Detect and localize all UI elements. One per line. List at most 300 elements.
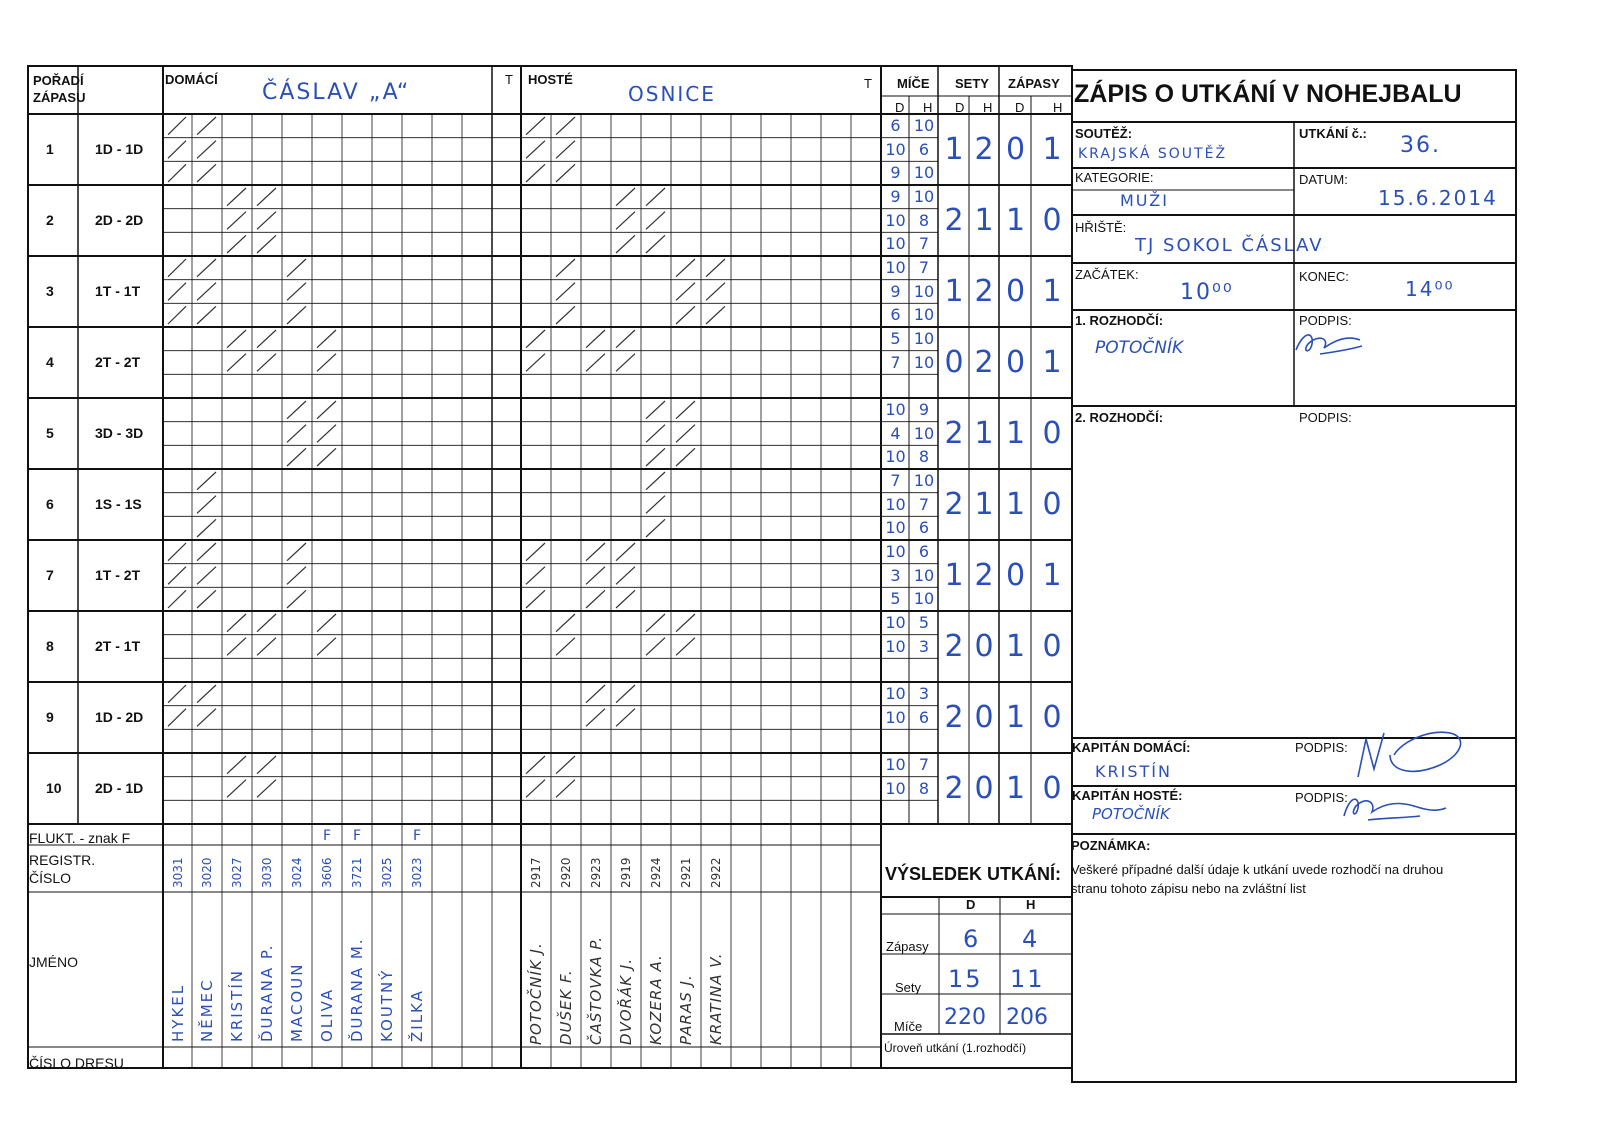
guest-player-mark [676, 638, 695, 656]
home-player-mark [287, 259, 306, 277]
balls-h-header: H [923, 100, 933, 115]
balls-guest: 10 [913, 565, 935, 585]
guest-player-name: ČAŠTOVKA P. [587, 935, 605, 1045]
match-type: 1D - 2D [95, 709, 144, 725]
home-player-mark [168, 567, 186, 585]
result-sets-home: 15 [948, 965, 983, 993]
home-player-mark [257, 614, 276, 632]
home-t-header: T [505, 72, 513, 87]
guest-player-mark [556, 306, 575, 324]
match-number-value: 36. [1400, 133, 1441, 158]
guest-player-reg: 2920 [559, 857, 573, 888]
balls-home: 10 [885, 210, 906, 230]
home-player-mark [197, 472, 216, 490]
balls-guest: 3 [918, 684, 930, 703]
wins-guest: 0 [1042, 487, 1062, 522]
match-number-label: UTKÁNÍ č.: [1299, 126, 1367, 141]
home-player-mark [197, 543, 216, 561]
guest-player-mark [706, 283, 725, 301]
sets-home: 1 [944, 558, 964, 593]
captain-guest-signature [1340, 790, 1450, 826]
balls-guest: 5 [918, 613, 930, 632]
result-matches-guest: 4 [1022, 925, 1040, 953]
sets-guest: 0 [974, 771, 994, 806]
guest-player-mark [526, 141, 545, 159]
guest-player-mark [526, 330, 545, 348]
guest-player-mark [586, 567, 605, 585]
balls-guest: 7 [918, 755, 930, 774]
balls-home: 5 [890, 329, 901, 348]
guest-player-mark [616, 330, 635, 348]
wins-guest: 0 [1042, 203, 1062, 238]
guest-player-mark [616, 354, 635, 372]
balls-home: 7 [890, 352, 901, 372]
sets-home: 2 [944, 700, 964, 735]
match-type: 1D - 1D [95, 141, 144, 157]
order-header: POŘADÍ ZÁPASU [33, 73, 86, 105]
balls-home: 10 [885, 518, 906, 538]
home-player-mark [197, 685, 216, 703]
sets-home: 1 [944, 274, 964, 309]
fluct-mark: F [322, 828, 332, 844]
balls-home: 10 [885, 613, 906, 632]
sets-header: SETY [955, 76, 989, 91]
guest-player-reg: 2917 [529, 857, 543, 888]
home-player-mark [227, 756, 246, 774]
home-player-mark [168, 117, 186, 135]
home-player-name: NĚMEC [198, 978, 216, 1042]
guest-player-mark [706, 306, 725, 324]
match-number: 6 [46, 496, 54, 512]
balls-guest: 9 [918, 400, 930, 419]
guest-player-mark [616, 567, 635, 585]
home-player-mark [168, 590, 186, 608]
form-title: ZÁPIS O UTKÁNÍ V NOHEJBALU [1074, 80, 1462, 108]
wins-guest: 0 [1042, 700, 1062, 735]
guest-player-name: KRATINA V. [707, 952, 725, 1045]
guest-player-name: DUŠEK F. [557, 969, 575, 1045]
match-level-label: Úroveň utkání (1.rozhodčí) [884, 1041, 1027, 1055]
guest-player-mark [676, 448, 695, 466]
wins-home: 1 [1005, 416, 1026, 451]
home-player-mark [168, 306, 186, 324]
dress-label: ČÍSLO DRESU [29, 1055, 124, 1071]
home-player-mark [197, 519, 216, 537]
home-player-mark [257, 756, 276, 774]
competition-label: SOUTĚŽ: [1075, 126, 1133, 141]
guest-player-mark [586, 330, 605, 348]
sets-home: 2 [944, 416, 964, 451]
guest-header: HOSTÉ [528, 72, 573, 87]
result-d-header: D [966, 897, 976, 912]
balls-home: 10 [885, 778, 906, 798]
guest-player-mark [616, 709, 635, 727]
guest-player-mark [526, 756, 545, 774]
guest-team-name: OSNICE [628, 82, 716, 106]
start-value: 10⁰⁰ [1180, 280, 1234, 305]
guest-player-mark [556, 117, 575, 135]
guest-player-mark [526, 117, 545, 135]
home-player-mark [317, 448, 336, 466]
wins-home: 1 [1005, 203, 1026, 238]
match-type: 2D - 1D [95, 780, 144, 796]
captain-home-signature-label: PODPIS: [1295, 740, 1348, 755]
matches-h-header: H [1053, 100, 1063, 115]
home-player-mark [227, 212, 246, 230]
guest-player-name: DVOŘÁK J. [617, 957, 635, 1045]
balls-guest: 10 [913, 589, 935, 609]
balls-guest: 10 [913, 423, 935, 443]
home-player-mark [168, 164, 186, 182]
home-player-mark [287, 425, 306, 443]
balls-guest: 6 [918, 707, 930, 727]
guest-player-mark [616, 212, 635, 230]
sets-h-header: H [983, 100, 993, 115]
result-balls-home: 220 [944, 1005, 986, 1030]
home-player-reg: 3030 [260, 857, 274, 888]
balls-guest: 10 [913, 116, 935, 135]
match-number: 9 [46, 709, 54, 725]
wins-home: 1 [1005, 487, 1026, 522]
home-player-mark [227, 235, 246, 253]
guest-player-mark [646, 496, 665, 514]
guest-player-name: PARAS J. [677, 974, 695, 1045]
home-player-name: HYKEL [169, 983, 187, 1042]
guest-player-reg: 2921 [679, 857, 693, 888]
end-label: KONEC: [1299, 269, 1349, 284]
home-player-mark [227, 354, 246, 372]
home-player-mark [168, 283, 186, 301]
guest-player-mark [616, 543, 635, 561]
home-player-mark [287, 306, 306, 324]
home-player-mark [168, 709, 186, 727]
guest-player-name: POTOČNÍK J. [527, 942, 545, 1045]
home-player-name: OLIVA [318, 987, 336, 1042]
category-value: MUŽI [1120, 191, 1169, 210]
balls-guest: 6 [918, 139, 930, 159]
home-player-name: ĎURANA P. [258, 943, 276, 1042]
match-type: 2D - 2D [95, 212, 144, 228]
sets-home: 2 [944, 771, 964, 806]
fluct-mark: F [412, 828, 422, 844]
home-player-mark [168, 543, 186, 561]
home-player-reg: 3721 [350, 857, 364, 888]
referee1-value: POTOČNÍK [1095, 338, 1184, 358]
referee1-label: 1. ROZHODČÍ: [1075, 313, 1164, 328]
balls-guest: 10 [913, 281, 935, 301]
referee1-signature [1290, 324, 1370, 360]
match-type: 1S - 1S [95, 496, 142, 512]
guest-player-mark [526, 543, 545, 561]
guest-player-mark [706, 259, 725, 277]
guest-t-header: T [864, 76, 872, 91]
match-number: 2 [46, 212, 54, 228]
sets-guest: 0 [974, 629, 994, 664]
result-sets-guest: 11 [1010, 965, 1045, 993]
balls-home: 10 [885, 542, 906, 561]
home-player-reg: 3020 [200, 857, 214, 888]
home-player-mark [287, 590, 306, 608]
sets-guest: 1 [974, 416, 994, 451]
registration-label: REGISTR. ČÍSLO [29, 852, 96, 886]
home-player-mark [317, 638, 336, 656]
home-player-mark [317, 614, 336, 632]
home-player-mark [197, 117, 216, 135]
home-player-reg: 3027 [230, 857, 244, 888]
guest-player-mark [586, 685, 605, 703]
home-player-mark [317, 401, 336, 419]
captain-guest-label: KAPITÁN HOSTÉ: [1072, 788, 1183, 803]
matches-d-header: D [1015, 100, 1025, 115]
balls-home: 10 [885, 400, 906, 419]
home-player-mark [197, 567, 216, 585]
balls-home: 6 [890, 305, 901, 325]
home-player-mark [317, 330, 336, 348]
guest-player-mark [556, 756, 575, 774]
guest-player-mark [646, 448, 665, 466]
home-player-mark [257, 188, 276, 206]
sets-guest: 1 [974, 487, 994, 522]
wins-home: 1 [1005, 700, 1026, 735]
sets-home: 2 [944, 629, 964, 664]
wins-guest: 0 [1042, 629, 1062, 664]
home-player-mark [227, 638, 246, 656]
home-player-mark [227, 188, 246, 206]
sets-home: 2 [944, 203, 964, 238]
guest-player-mark [556, 141, 575, 159]
home-player-reg: 3023 [410, 857, 424, 888]
guest-player-mark [646, 212, 665, 230]
balls-home: 3 [890, 565, 901, 585]
balls-home: 10 [885, 636, 906, 656]
competition-value: KRAJSKÁ SOUTĚŽ [1078, 146, 1228, 162]
balls-guest: 3 [918, 636, 930, 656]
balls-home: 10 [885, 258, 906, 277]
home-player-mark [197, 590, 216, 608]
match-number: 1 [46, 141, 54, 157]
note-text: Veškeré případné další údaje k utkání uvede rozhodčí na druhou stranu tohoto zápisu nebo na zvláštní list [1071, 862, 1444, 896]
sets-guest: 0 [974, 700, 994, 735]
home-player-mark [287, 567, 306, 585]
guest-player-mark [646, 472, 665, 490]
guest-player-mark [646, 638, 665, 656]
match-number: 3 [46, 283, 54, 299]
balls-d-header: D [895, 100, 905, 115]
match-number: 7 [46, 567, 54, 583]
guest-player-mark [556, 259, 575, 277]
home-player-mark [287, 283, 306, 301]
balls-guest: 10 [913, 471, 935, 490]
captain-home-label: KAPITÁN DOMÁCÍ: [1072, 740, 1191, 755]
balls-guest: 10 [913, 163, 935, 183]
wins-home: 1 [1005, 629, 1026, 664]
guest-player-mark [676, 425, 695, 443]
match-type: 2T - 2T [95, 354, 141, 370]
guest-player-mark [586, 590, 605, 608]
guest-player-reg: 2919 [619, 857, 633, 888]
home-player-mark [287, 401, 306, 419]
home-header: DOMÁCÍ [165, 72, 218, 87]
guest-player-reg: 2922 [709, 857, 723, 888]
sets-home: 0 [944, 345, 964, 380]
guest-player-mark [676, 401, 695, 419]
home-player-mark [227, 780, 246, 798]
name-label: JMÉNO [29, 954, 78, 970]
home-player-reg: 3025 [380, 857, 394, 888]
matches-header: ZÁPASY [1008, 76, 1060, 91]
result-matches-label: Zápasy [886, 939, 929, 954]
guest-player-mark [616, 235, 635, 253]
guest-player-mark [556, 283, 575, 301]
wins-guest: 1 [1042, 274, 1062, 309]
wins-guest: 1 [1042, 345, 1062, 380]
date-value: 15.6.2014 [1378, 186, 1498, 210]
home-player-mark [257, 780, 276, 798]
guest-player-reg: 2924 [649, 857, 663, 888]
guest-player-mark [586, 543, 605, 561]
date-label: DATUM: [1299, 172, 1348, 187]
match-type: 3D - 3D [95, 425, 144, 441]
home-player-mark [197, 496, 216, 514]
wins-guest: 0 [1042, 771, 1062, 806]
referee1-signature-label: PODPIS: [1299, 313, 1352, 328]
home-player-name: KRISTÍN [228, 968, 246, 1042]
home-player-name: KOUTNÝ [378, 968, 396, 1042]
balls-home: 9 [890, 281, 901, 301]
match-type: 1T - 1T [95, 283, 141, 299]
balls-guest: 8 [918, 210, 930, 230]
sets-guest: 2 [974, 132, 994, 167]
end-value: 14⁰⁰ [1405, 277, 1455, 301]
venue-value: TJ SOKOL ČÁSLAV [1135, 235, 1324, 256]
guest-player-name: KOZERA A. [647, 954, 665, 1045]
guest-player-mark [646, 188, 665, 206]
balls-home: 10 [885, 755, 906, 774]
referee2-label: 2. ROZHODČÍ: [1075, 410, 1164, 425]
balls-home: 9 [890, 187, 901, 206]
result-h-header: H [1026, 897, 1036, 912]
venue-label: HŘIŠTĚ: [1075, 220, 1127, 235]
balls-home: 9 [890, 163, 901, 183]
balls-guest: 6 [918, 542, 930, 561]
match-number: 5 [46, 425, 54, 441]
match-number: 4 [46, 354, 54, 370]
balls-guest: 10 [913, 352, 935, 372]
home-player-name: ŽILKA [408, 989, 426, 1042]
sets-guest: 2 [974, 274, 994, 309]
sets-guest: 1 [974, 203, 994, 238]
guest-player-mark [556, 638, 575, 656]
balls-guest: 7 [918, 258, 930, 277]
wins-home: 0 [1005, 132, 1026, 167]
home-player-mark [257, 354, 276, 372]
guest-player-mark [526, 590, 545, 608]
result-balls-label: Míče [894, 1019, 923, 1034]
home-player-mark [168, 259, 186, 277]
home-player-mark [257, 212, 276, 230]
match-number: 8 [46, 638, 54, 654]
balls-home: 7 [890, 471, 901, 490]
guest-player-mark [586, 709, 605, 727]
home-player-reg: 3031 [171, 857, 185, 888]
guest-player-reg: 2923 [589, 857, 603, 888]
referee2-signature-label: PODPIS: [1299, 410, 1352, 425]
balls-guest: 8 [918, 778, 930, 798]
guest-player-mark [526, 567, 545, 585]
captain-guest-value: POTOČNÍK [1092, 805, 1170, 823]
guest-player-mark [646, 425, 665, 443]
match-type: 2T - 1T [95, 638, 141, 654]
guest-player-mark [676, 306, 695, 324]
balls-home: 4 [890, 423, 901, 443]
guest-player-mark [556, 614, 575, 632]
wins-home: 0 [1005, 558, 1026, 593]
result-sets-label: Sety [895, 980, 922, 995]
home-player-mark [317, 425, 336, 443]
home-player-mark [257, 638, 276, 656]
sets-d-header: D [955, 100, 965, 115]
home-player-mark [257, 235, 276, 253]
guest-player-mark [556, 164, 575, 182]
result-balls-guest: 206 [1006, 1005, 1048, 1030]
guest-player-mark [646, 614, 665, 632]
home-player-mark [197, 259, 216, 277]
match-number: 10 [46, 780, 62, 796]
balls-home: 6 [890, 116, 901, 135]
home-player-name: ĎURANA M. [348, 937, 366, 1042]
balls-home: 10 [885, 684, 906, 703]
home-player-reg: 3606 [320, 857, 334, 888]
guest-player-mark [616, 685, 635, 703]
home-player-mark [197, 709, 216, 727]
balls-guest: 10 [913, 305, 935, 325]
balls-guest: 6 [918, 518, 930, 538]
balls-guest: 10 [913, 329, 935, 348]
guest-player-mark [526, 164, 545, 182]
home-player-mark [287, 448, 306, 466]
home-player-reg: 3024 [290, 857, 304, 888]
balls-home: 10 [885, 447, 906, 467]
home-player-mark [197, 306, 216, 324]
guest-player-mark [676, 283, 695, 301]
guest-player-mark [616, 188, 635, 206]
note-label: POZNÁMKA: [1071, 838, 1151, 853]
balls-home: 10 [885, 707, 906, 727]
home-player-mark [168, 141, 186, 159]
wins-home: 0 [1005, 345, 1026, 380]
home-team-name: ČÁSLAV „A“ [262, 80, 411, 105]
guest-player-mark [646, 235, 665, 253]
balls-home: 10 [885, 494, 906, 514]
captain-home-value: KRISTÍN [1095, 762, 1172, 781]
guest-player-mark [586, 354, 605, 372]
wins-guest: 0 [1042, 416, 1062, 451]
sets-guest: 2 [974, 558, 994, 593]
fluct-label: FLUKT. - znak F [29, 830, 131, 846]
result-matches-home: 6 [963, 925, 981, 953]
balls-home: 10 [885, 139, 906, 159]
home-player-mark [227, 330, 246, 348]
result-title: VÝSLEDEK UTKÁNÍ: [885, 864, 1062, 884]
start-label: ZAČÁTEK: [1075, 267, 1139, 282]
sets-home: 2 [944, 487, 964, 522]
match-type: 1T - 2T [95, 567, 141, 583]
guest-player-mark [526, 354, 545, 372]
balls-header: MÍČE [897, 76, 930, 91]
home-player-mark [197, 141, 216, 159]
home-player-mark [168, 685, 186, 703]
guest-player-mark [646, 519, 665, 537]
